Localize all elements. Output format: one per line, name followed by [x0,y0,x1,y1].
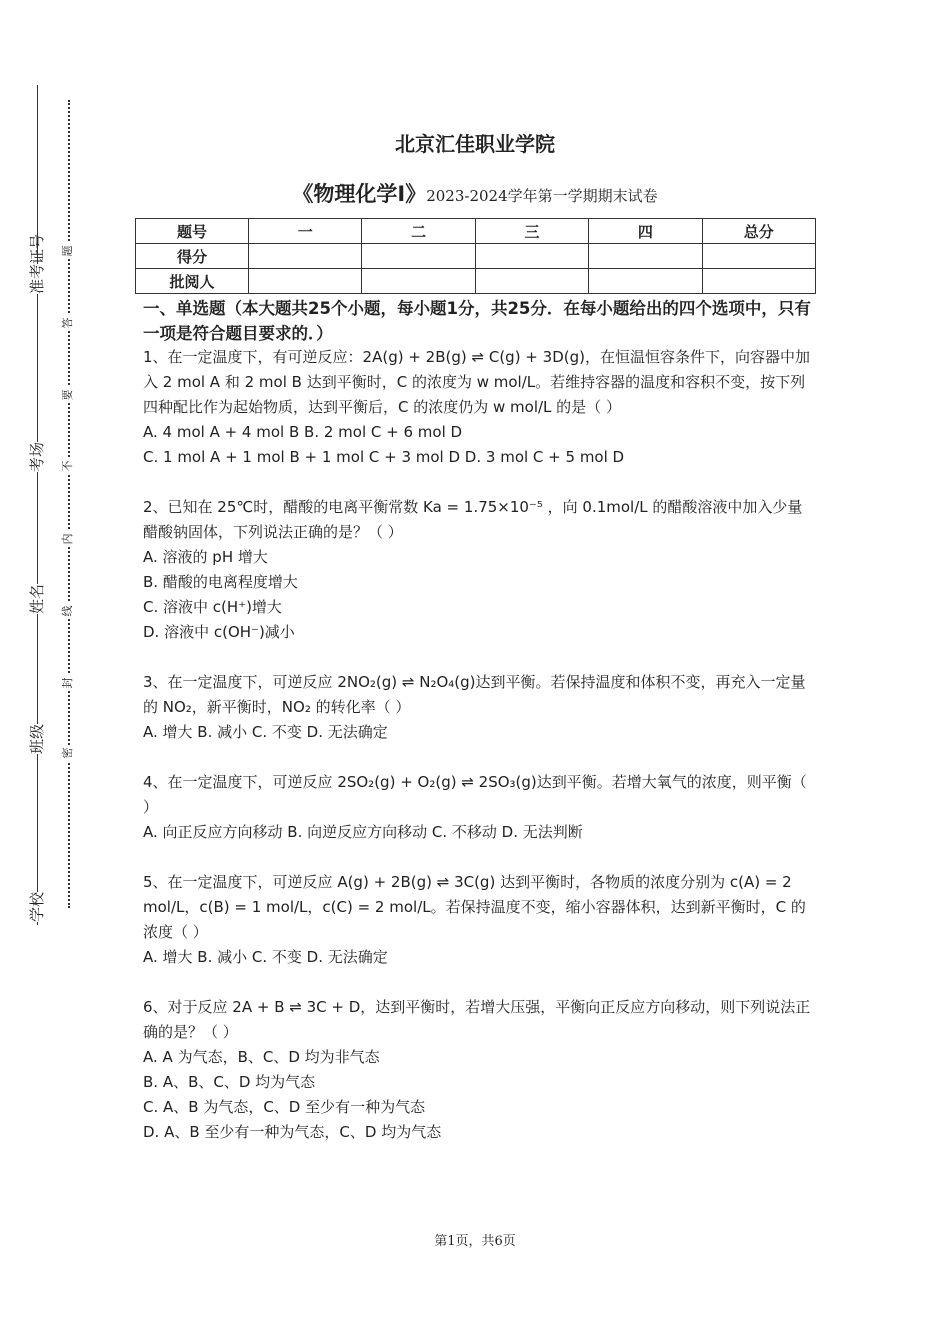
question-list [143,345,815,1145]
reviewer-cell [589,269,702,294]
field-exam-room-label: 考场 [28,441,46,472]
question-4 [143,770,815,845]
table-header-cell: 三 [475,219,588,244]
table-header-cell: 四 [589,219,702,244]
reviewer-row [136,269,816,294]
question-stem: 1、在一定温度下，有可逆反应：2A(g) + 2B(g) ⇌ C(g) + 3D(g)，在恒温恒容条件下，向容器中加入 2 mol A 和 2 mol B 达到平衡时，C 的浓度为 w mol/L。若维持容器的温度和容积不变，按下列四种配比作为起始物质，达到平衡后，C 的浓度仍为 w mol/L 的是（ ） [143,348,810,416]
question-option: A. 4 mol A + 4 mol B B. 2 mol C + 6 mol D [143,423,463,441]
field-class-label: 班级 [28,723,46,754]
question-5 [143,870,815,970]
question-option: C. 溶液中 c(H⁺)增大 [143,598,282,616]
table-header-cell: 一 [249,219,362,244]
row-label-reviewer: 批阅人 [136,269,249,294]
score-cell [589,244,702,269]
seal-dotted-line [68,100,70,908]
table-header-cell: 二 [362,219,475,244]
section-heading: 一、单选题（本大题共25个小题，每小题1分，共25分．在每小题给出的四个选项中，只有一项是符合题目要求的．） [143,299,811,343]
question-option: A. 向正反应方向移动 B. 向逆反应方向移动 C. 不移动 D. 无法判断 [143,823,583,841]
reviewer-cell [475,269,588,294]
question-option: B. A、B、C、D 均为气态 [143,1073,316,1091]
score-row [136,244,816,269]
seal-char: 封 [61,675,75,691]
question-option: C. 1 mol A + 1 mol B + 1 mol C + 3 mol D D. 3 mol C + 5 mol D [143,448,625,466]
field-name-label: 姓名 [28,583,46,614]
score-table-header-row [136,219,816,244]
row-label-score: 得分 [136,244,249,269]
term-label: 2023-2024学年第一学期期末试卷 [426,187,658,205]
score-cell [249,244,362,269]
score-table [135,218,816,294]
question-stem: 2、已知在 25℃时，醋酸的电离平衡常数 Ka = 1.75×10⁻⁵ ，向 0.1mol/L 的醋酸溶液中加入少量醋酸钠固体，下列说法正确的是？（ ） [143,498,803,541]
binding-line [37,85,38,925]
page-footer: 第1页，共6页 [434,1234,516,1249]
question-option: A. 增大 B. 减小 C. 不变 D. 无法确定 [143,723,388,741]
seal-char: 题 [61,243,75,259]
score-cell [362,244,475,269]
question-option: A. 溶液的 pH 增大 [143,548,268,566]
seal-char: 内 [61,531,75,547]
score-cell [475,244,588,269]
question-option: A. 增大 B. 减小 C. 不变 D. 无法确定 [143,948,388,966]
question-stem: 4、在一定温度下，可逆反应 2SO₂(g) + O₂(g) ⇌ 2SO₃(g)达到平衡。若增大氧气的浓度，则平衡（ ） [143,773,807,816]
table-header-cell: 总分 [702,219,815,244]
seal-char: 不 [61,458,75,474]
score-cell [702,244,815,269]
seal-char: 密 [61,745,75,761]
seal-char: 答 [61,315,75,331]
reviewer-cell [249,269,362,294]
seal-char: 要 [61,387,75,403]
field-school-label: 学校 [28,891,46,922]
table-header-cell: 题号 [136,219,249,244]
question-option: D. 溶液中 c(OH⁻)减小 [143,623,295,641]
question-6 [143,995,815,1145]
reviewer-cell [362,269,475,294]
question-stem: 3、在一定温度下，可逆反应 2NO₂(g) ⇌ N₂O₄(g)达到平衡。若保持温度和体积不变，再充入一定量的 NO₂，新平衡时，NO₂ 的转化率（ ） [143,673,806,716]
reviewer-cell [702,269,815,294]
exam-title [0,178,950,208]
question-option: C. A、B 为气态，C、D 至少有一种为气态 [143,1098,426,1116]
field-exam-number-label: 准考证号 [28,233,46,294]
question-option: A. A 为气态，B、C、D 均为非气态 [143,1048,380,1066]
course-name: 《物理化学Ⅰ》 [292,182,427,206]
school-name: 北京汇佳职业学院 [395,132,555,156]
question-3 [143,670,815,745]
question-2 [143,495,815,645]
question-stem: 5、在一定温度下，可逆反应 A(g) + 2B(g) ⇌ 3C(g) 达到平衡时，各物质的浓度分别为 c(A) = 2 mol/L，c(B) = 1 mol/L，c(C) = 2 mol/L。若保持温度不变，缩小容器体积，达到新平衡时，C 的浓度（ ） [143,873,806,941]
seal-char: 线 [61,603,75,619]
question-stem: 6、对于反应 2A + B ⇌ 3C + D，达到平衡时，若增大压强，平衡向正反应方向移动，则下列说法正确的是？（ ） [143,998,811,1041]
question-option: D. A、B 至少有一种为气态，C、D 均为气态 [143,1123,442,1141]
question-option: B. 醋酸的电离程度增大 [143,573,298,591]
question-1 [143,345,815,470]
